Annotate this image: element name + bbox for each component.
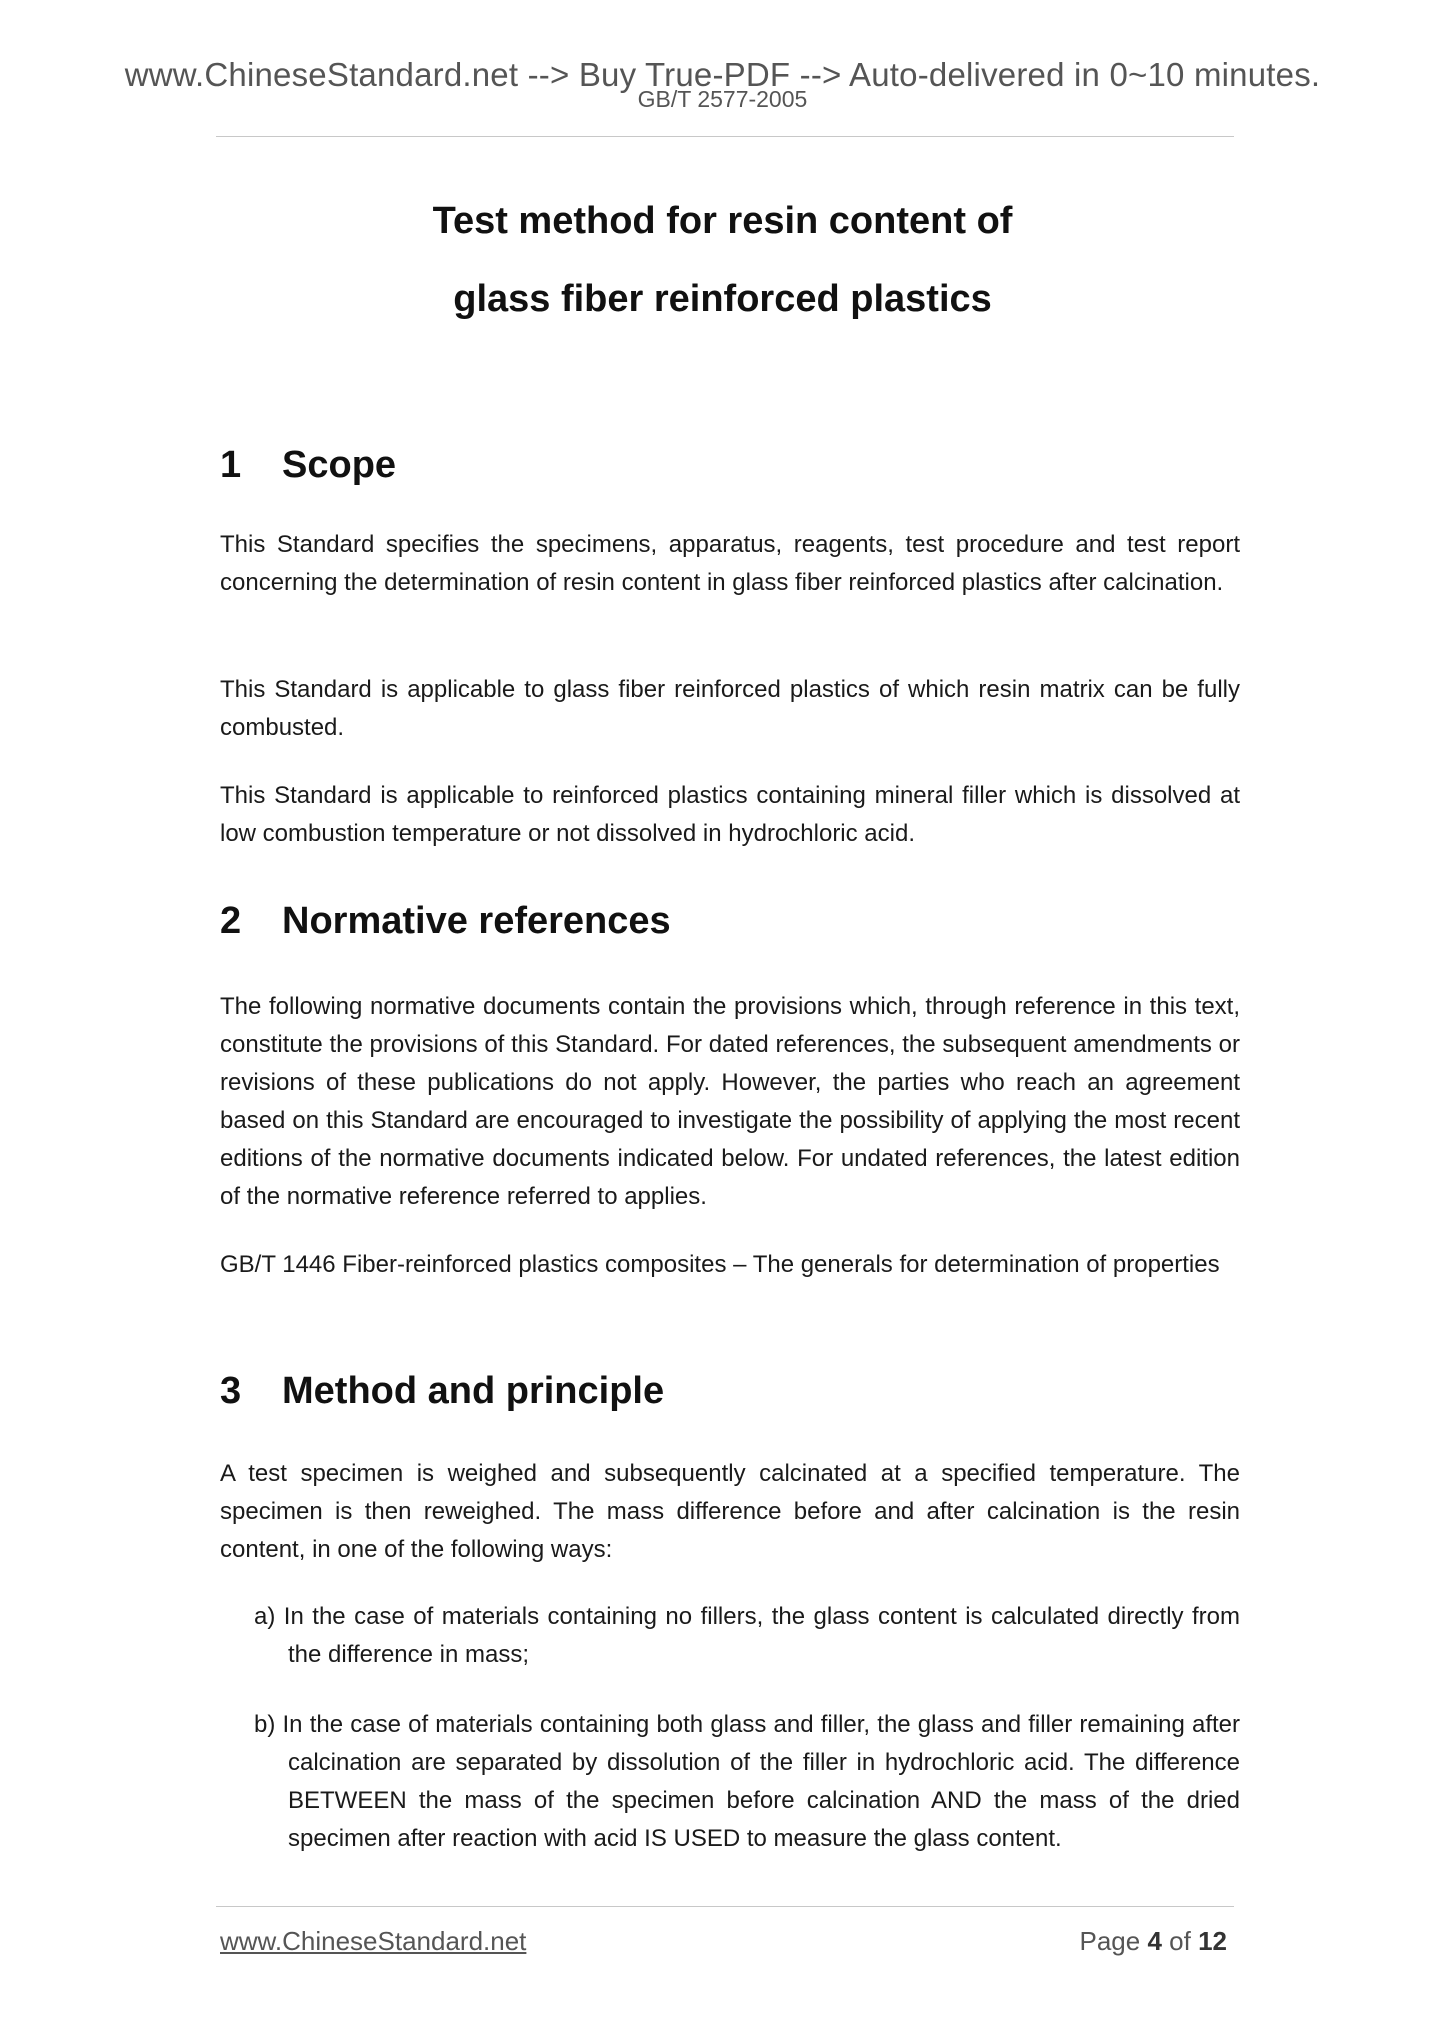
- section-heading-normative-references: [220, 902, 671, 940]
- section-number: 2: [220, 900, 242, 942]
- footer-site-link[interactable]: www.ChineseStandard.net: [220, 1926, 527, 1956]
- section-heading-scope: [220, 446, 396, 484]
- paragraph: This Standard is applicable to reinforced plastics containing mineral filler which is dissolved at low combustion temperature or not dissolved in hydrochloric acid.: [220, 782, 1240, 847]
- section-title: Normative references: [282, 900, 671, 942]
- header-banner: www.ChineseStandard.net --> Buy True-PDF --> Auto-delivered in 0~10 minutes.: [124, 56, 1321, 93]
- list-item: b) In the case of materials containing both glass and filler, the glass and filler remaining after calcination are separated by dissolution of the filler in hydrochloric acid. The difference BETWEEN the mass of the specimen before calcination AND the mass of the dried specimen after reaction with acid IS USED to measure the glass content.: [254, 1711, 1240, 1852]
- section-title: Scope: [282, 444, 397, 486]
- section-number: 3: [220, 1370, 242, 1412]
- page-total: 12: [1198, 1926, 1227, 1956]
- page-label: Page: [1079, 1926, 1141, 1956]
- section-title: Method and principle: [282, 1370, 665, 1412]
- document-title-line2: glass fiber reinforced plastics: [453, 278, 992, 320]
- paragraph: This Standard is applicable to glass fiber reinforced plastics of which resin matrix can be fully combusted.: [220, 676, 1240, 741]
- page-current: 4: [1147, 1926, 1162, 1956]
- footer-divider: [216, 1906, 1234, 1907]
- section-heading-method-and-principle: [220, 1372, 664, 1410]
- page-of: of: [1169, 1926, 1191, 1956]
- list-item: a) In the case of materials containing no fillers, the glass content is calculated directly from the difference in mass;: [254, 1603, 1240, 1668]
- paragraph: This Standard specifies the specimens, apparatus, reagents, test procedure and test report concerning the determination of resin content in glass fiber reinforced plastics after calcination.: [220, 531, 1240, 596]
- header-divider: [216, 136, 1234, 137]
- paragraph: The following normative documents contain the provisions which, through reference in this text, constitute the provisions of this Standard. For dated references, the subsequent amendments or revisions of these publications do not apply. However, the parties who reach an agreement based on this Standard are encouraged to investigate the possibility of applying the most recent editions of the normative documents indicated below. For undated references, the latest edition of the normative reference referred to applies.: [220, 993, 1240, 1210]
- standard-number: GB/T 2577-2005: [637, 86, 808, 112]
- section-number: 1: [220, 444, 242, 486]
- page-indicator: [1079, 1928, 1227, 1954]
- document-title-line1: Test method for resin content of: [432, 200, 1013, 242]
- paragraph: A test specimen is weighed and subsequently calcinated at a specified temperature. The specimen is then reweighed. The mass difference before and after calcination is the resin content, in one of the following ways:: [220, 1460, 1240, 1563]
- reference-entry: GB/T 1446 Fiber-reinforced plastics composites – The generals for determination of properties: [220, 1251, 1220, 1278]
